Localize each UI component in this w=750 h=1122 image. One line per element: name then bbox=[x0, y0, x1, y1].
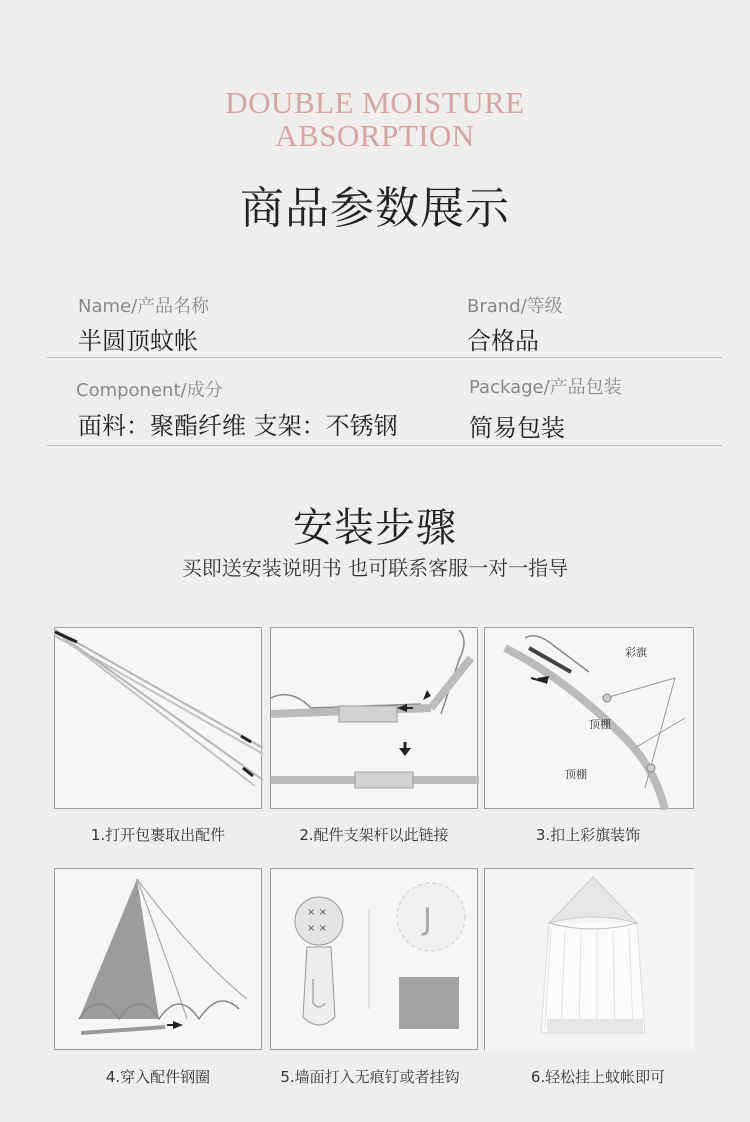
wall-hook-illustration bbox=[271, 869, 479, 1051]
hook-j-glyph: J bbox=[423, 902, 432, 937]
step-6-image bbox=[484, 868, 694, 1050]
step-3-image bbox=[484, 627, 694, 809]
step-6-caption: 6.轻松挂上蚊帐即可 bbox=[530, 1068, 666, 1086]
package-label: Package/产品包装 bbox=[469, 377, 622, 398]
step-3-caption: 3.扣上彩旗装饰 bbox=[535, 826, 641, 844]
eyebrow-line1: DOUBLE MOISTURE bbox=[225, 85, 525, 120]
name-value: 半圆顶蚊帐 bbox=[78, 327, 198, 355]
step-2-caption: 2.配件支架杆以此链接 bbox=[299, 826, 449, 844]
step-5-image bbox=[270, 868, 478, 1050]
svg-text:× ×: × × bbox=[307, 907, 327, 918]
brand-label: Brand/等级 bbox=[467, 296, 563, 317]
component-label: Component/成分 bbox=[76, 380, 223, 401]
step-1-caption: 1.打开包裹取出配件 bbox=[90, 826, 226, 844]
step-2-image bbox=[270, 627, 478, 809]
step-4-caption: 4.穿入配件钢圈 bbox=[105, 1068, 211, 1086]
page-title: 商品参数展示 bbox=[240, 183, 510, 234]
pole-connection-illustration bbox=[271, 628, 479, 810]
tent-hoop-illustration bbox=[55, 869, 263, 1051]
step-4-image bbox=[54, 868, 262, 1050]
name-label: Name/产品名称 bbox=[78, 296, 210, 317]
install-title: 安装步骤 bbox=[293, 505, 457, 551]
package-value: 简易包装 bbox=[469, 414, 565, 442]
step-1-image bbox=[54, 627, 262, 809]
flag-label: 彩旗 bbox=[625, 646, 647, 659]
canopy-label-2: 顶棚 bbox=[565, 768, 587, 781]
svg-text:× ×: × × bbox=[307, 923, 327, 934]
param-divider-2 bbox=[47, 445, 722, 446]
step-5-caption: 5.墙面打入无痕钉或者挂钩 bbox=[280, 1068, 460, 1086]
param-divider-1 bbox=[47, 357, 722, 358]
flag-attach-illustration bbox=[485, 628, 695, 810]
component-value: 面料：聚酯纤维 支架：不锈钢 bbox=[78, 412, 398, 440]
finished-canopy-illustration bbox=[485, 869, 695, 1051]
brand-value: 合格品 bbox=[467, 327, 539, 355]
install-subtitle: 买即送安装说明书 也可联系客服一对一指导 bbox=[181, 556, 569, 580]
eyebrow-line2: ABSORPTION bbox=[275, 118, 475, 153]
poles-illustration bbox=[55, 628, 263, 810]
canopy-label-1: 顶棚 bbox=[589, 718, 611, 731]
